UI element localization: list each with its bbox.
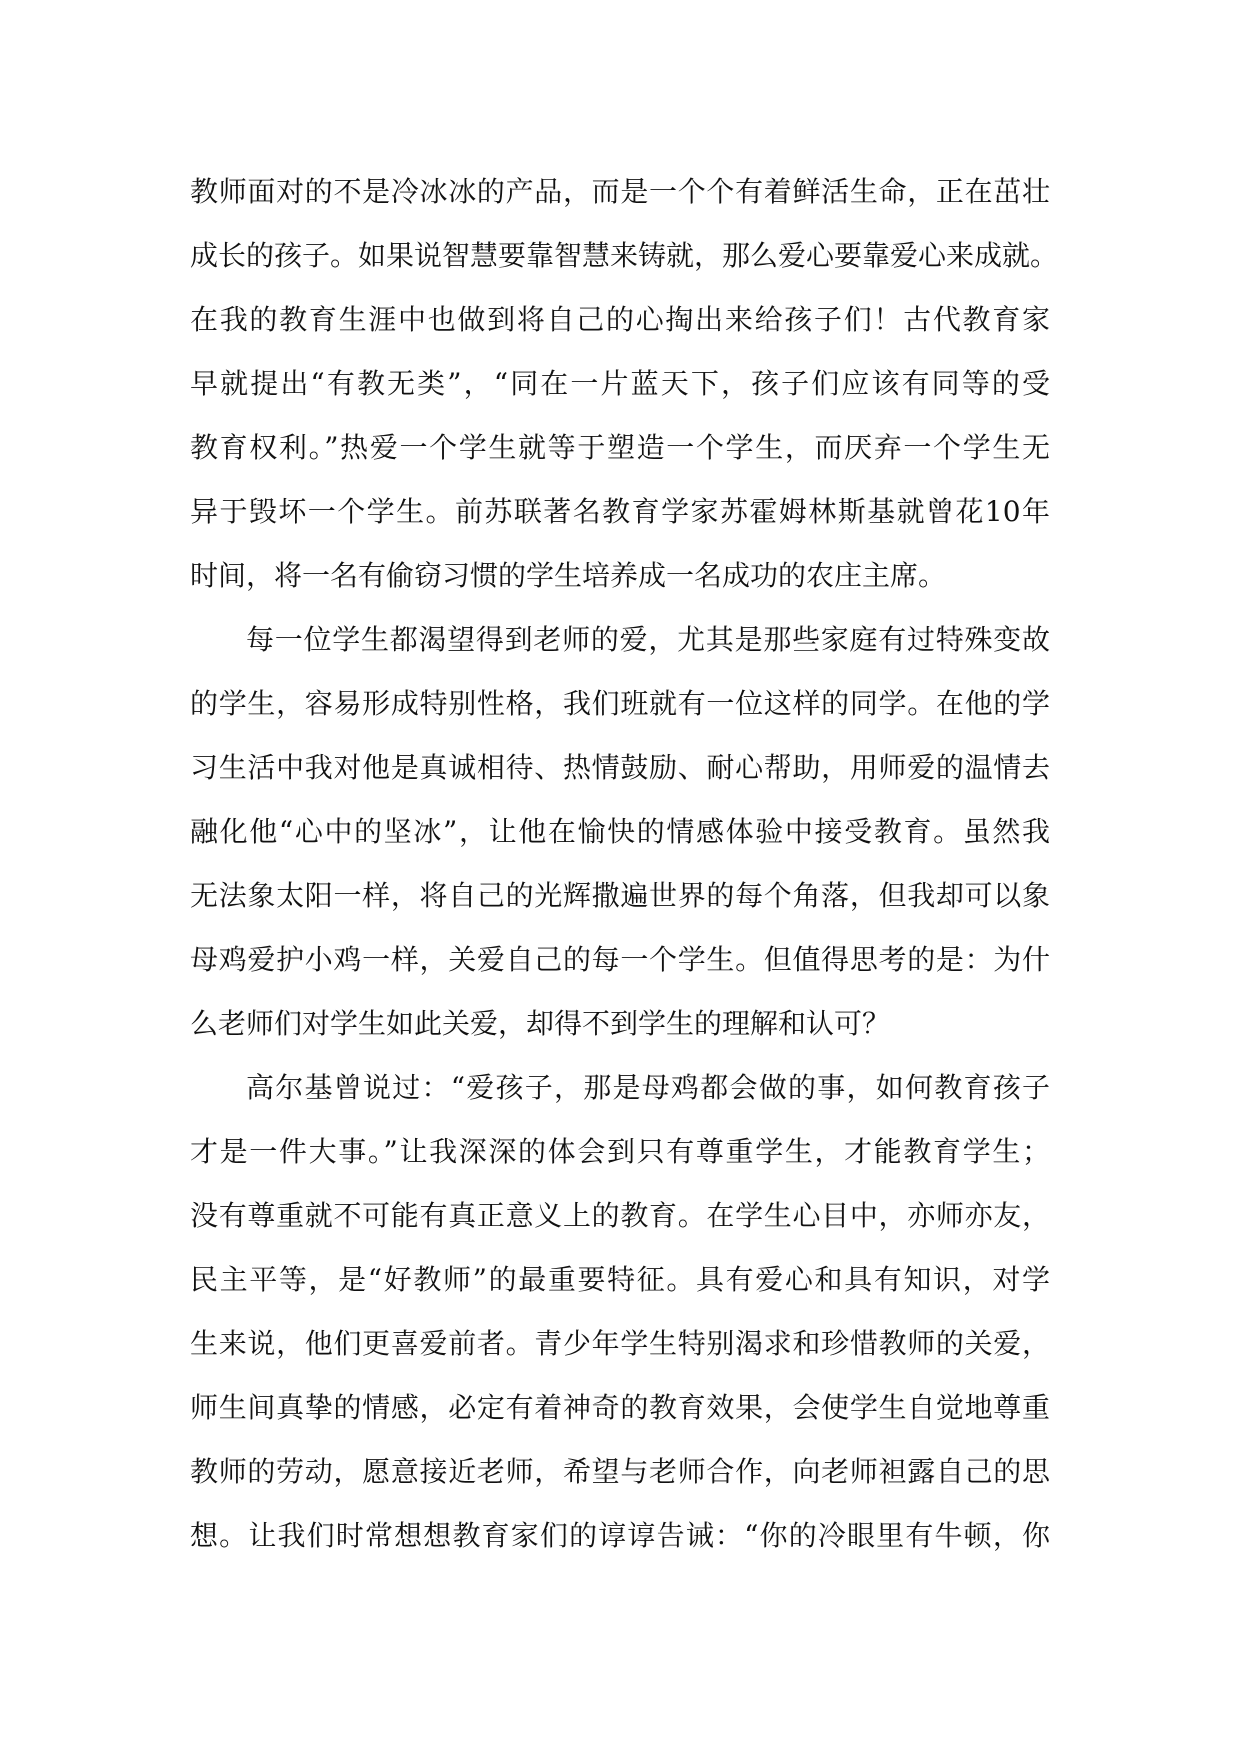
text-line: 习生活中我对他是真诚相待、热情鼓励、耐心帮助，用师爱的温情去 (190, 751, 1050, 784)
text-line: 时间，将一名有偷窃习惯的学生培养成一名成功的农庄主席。 (190, 559, 947, 592)
paragraph-3 (190, 1056, 1050, 1568)
text-line: 异于毁坏一个学生。前苏联著名教育学家苏霍姆林斯基就曾花10年 (190, 495, 1050, 528)
text-line: 教师的劳动，愿意接近老师，希望与老师合作，向老师袒露自己的思 (190, 1455, 1050, 1488)
text-line: 高尔基曾说过：“爱孩子，那是母鸡都会做的事，如何教育孩子 (246, 1071, 1050, 1104)
text-line: 无法象太阳一样，将自己的光辉撒遍世界的每个角落，但我却可以象 (190, 879, 1050, 912)
text-line: 融化他“心中的坚冰”，让他在愉快的情感体验中接受教育。虽然我 (190, 815, 1050, 848)
text-line: 没有尊重就不可能有真正意义上的教育。在学生心目中，亦师亦友， (190, 1199, 1050, 1232)
text-line: 母鸡爱护小鸡一样，关爱自己的每一个学生。但值得思考的是：为什 (190, 943, 1050, 976)
text-line: 么老师们对学生如此关爱，却得不到学生的理解和认可？ (190, 1007, 891, 1040)
paragraph-2 (190, 608, 1050, 1056)
text-line: 生来说，他们更喜爱前者。青少年学生特别渴求和珍惜教师的关爱， (190, 1327, 1050, 1360)
text-line: 师生间真挚的情感，必定有着神奇的教育效果，会使学生自觉地尊重 (190, 1391, 1050, 1424)
text-line: 才是一件大事。”让我深深的体会到只有尊重学生，才能教育学生； (190, 1135, 1050, 1168)
text-line: 的学生，容易形成特别性格，我们班就有一位这样的同学。在他的学 (190, 687, 1050, 720)
text-line: 早就提出“有教无类”，“同在一片蓝天下，孩子们应该有同等的受 (190, 367, 1050, 400)
text-line: 教师面对的不是冷冰冰的产品，而是一个个有着鲜活生命，正在茁壮 (190, 175, 1050, 208)
text-line: 在我的教育生涯中也做到将自己的心掏出来给孩子们！古代教育家 (190, 303, 1050, 336)
body-text (190, 160, 1059, 1568)
text-line: 每一位学生都渴望得到老师的爱，尤其是那些家庭有过特殊变故 (246, 623, 1050, 656)
text-line: 想。让我们时常想想教育家们的谆谆告诫：“你的冷眼里有牛顿，你 (190, 1519, 1050, 1552)
text-line: 成长的孩子。如果说智慧要靠智慧来铸就，那么爱心要靠爱心来成就。 (190, 239, 1059, 272)
text-line: 教育权利。”热爱一个学生就等于塑造一个学生，而厌弃一个学生无 (190, 431, 1050, 464)
paragraph-1 (190, 160, 1059, 608)
text-line: 民主平等，是“好教师”的最重要特征。具有爱心和具有知识，对学 (190, 1263, 1050, 1296)
